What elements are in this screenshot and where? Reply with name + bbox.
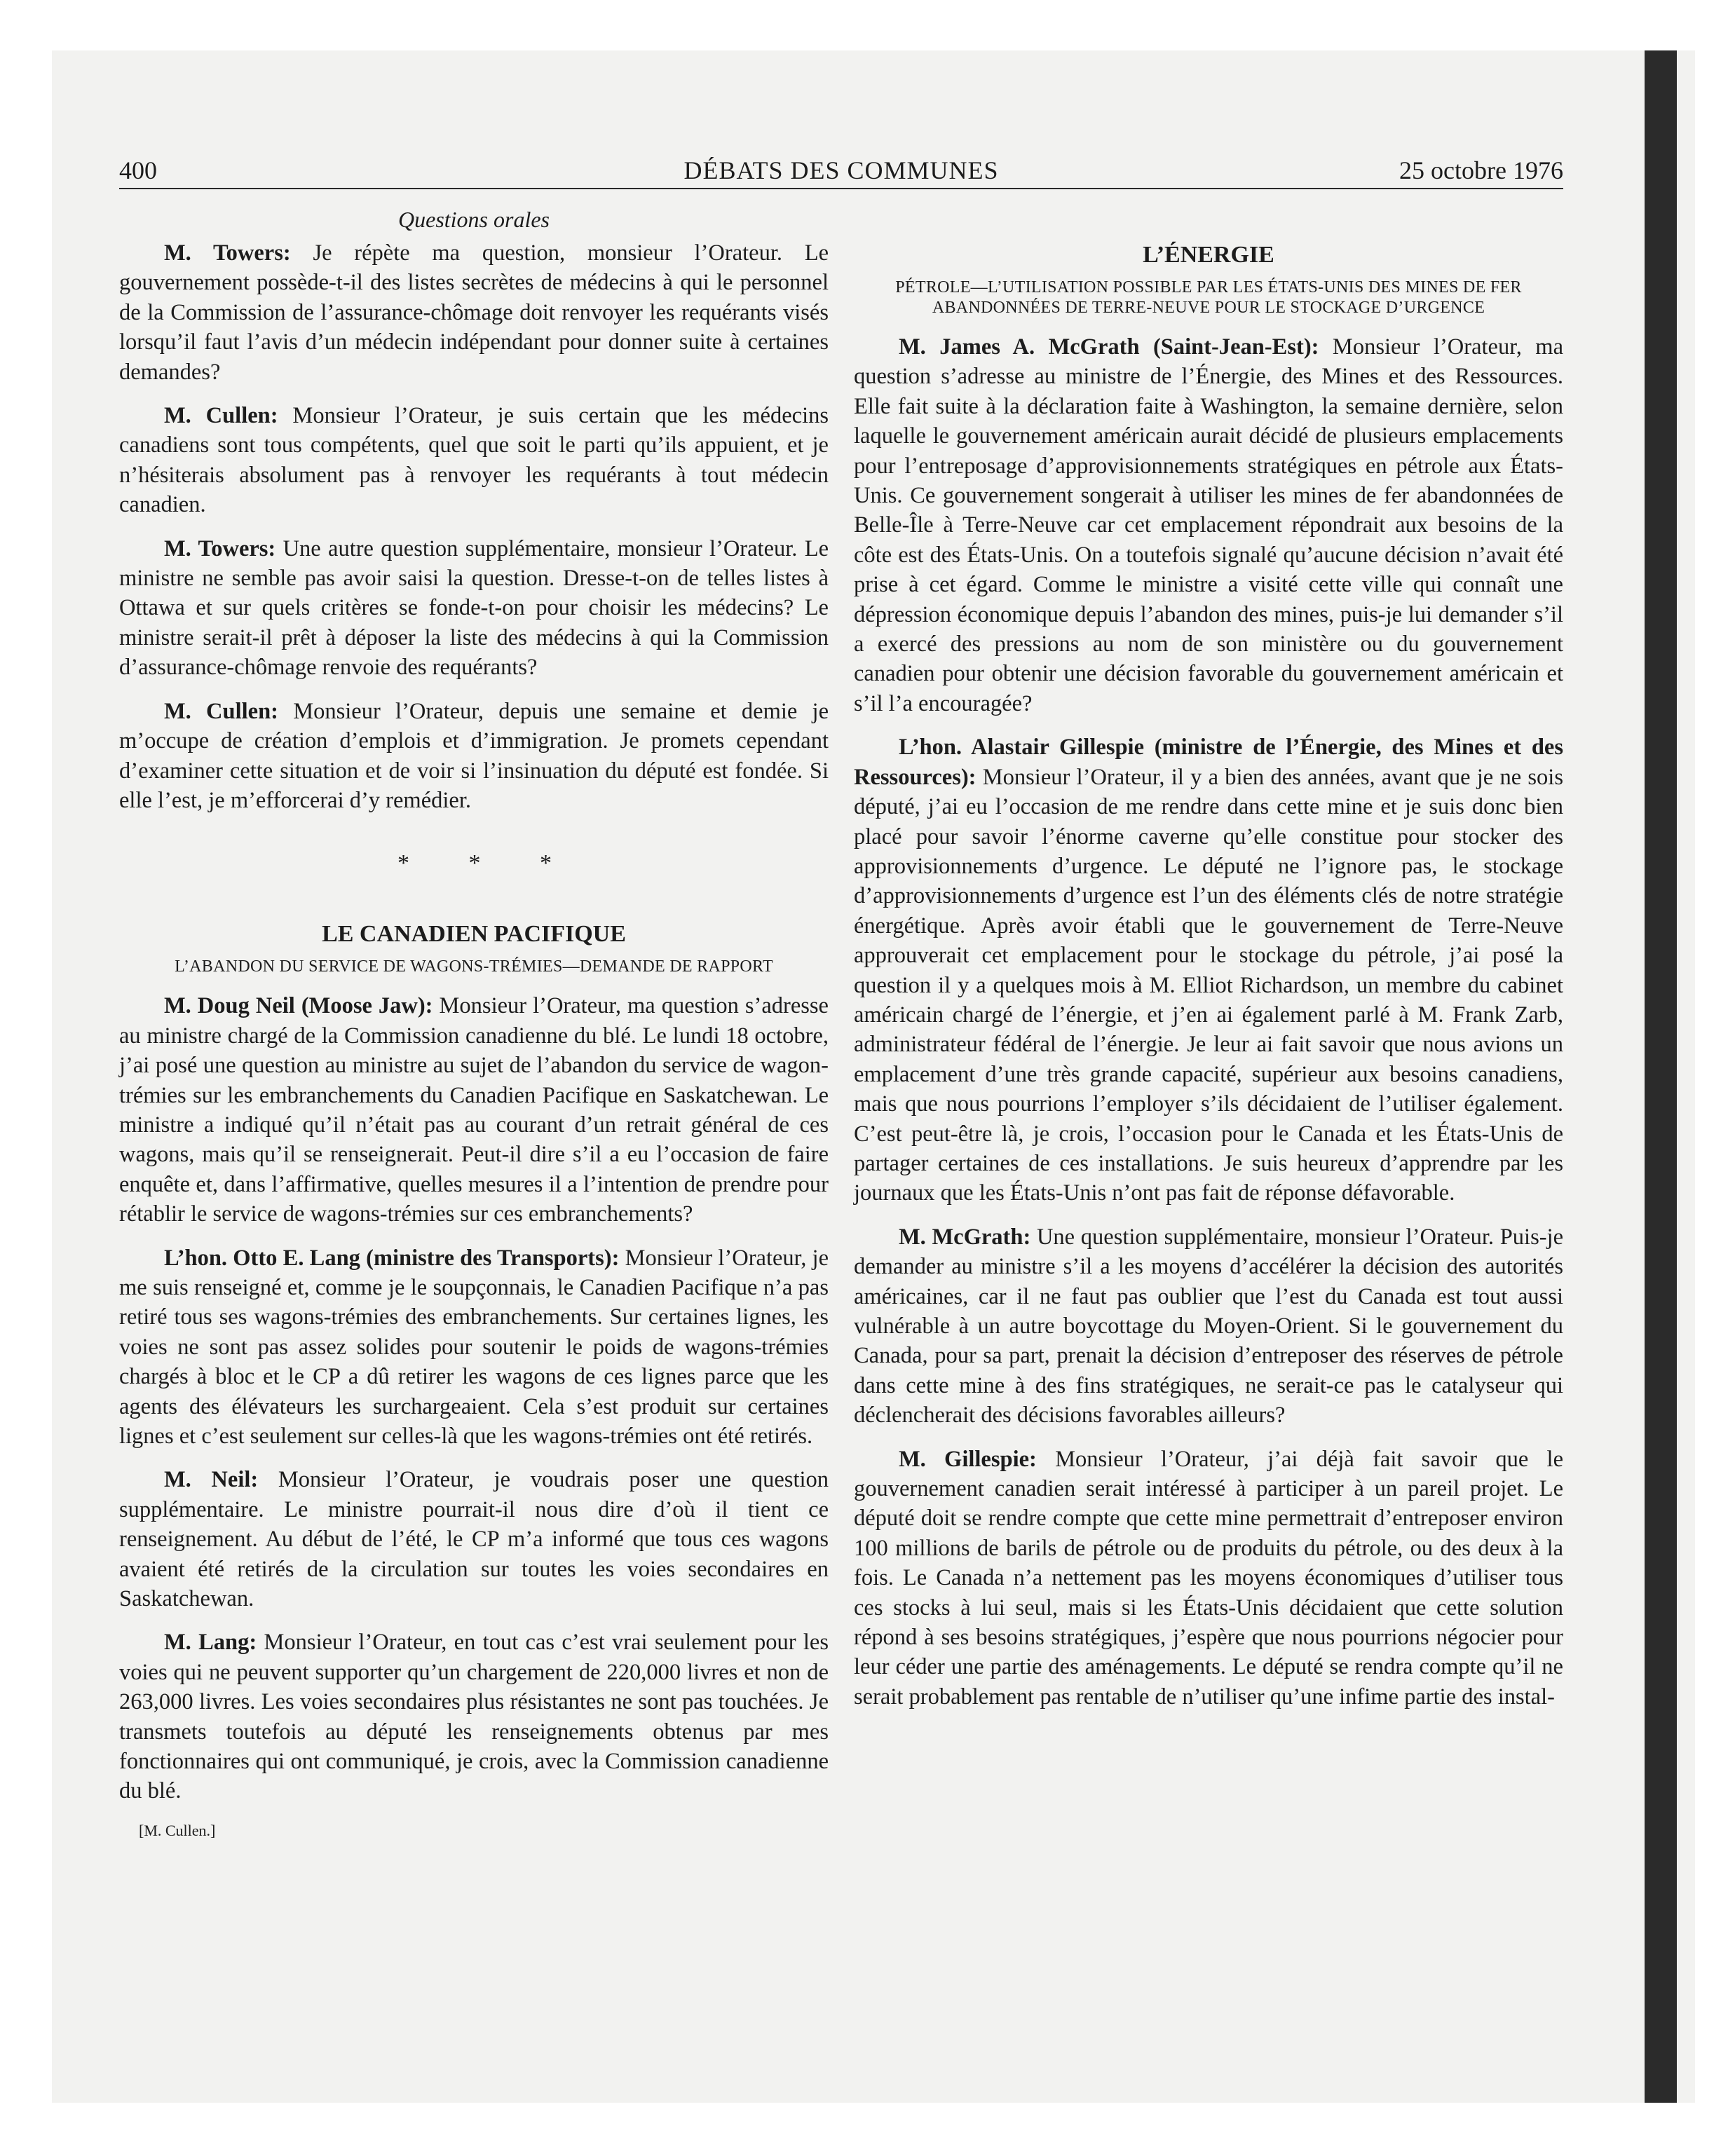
running-header	[119, 153, 1563, 189]
paragraph-text: Une autre question supplémentaire, monsieur l’Orateur. Le ministre ne semble pas avoir saisi la question. Dresse-t-on de telles listes à Ottawa et sur quels critères se fonde-t-on pour choisir les médecins? Le ministre serait-il prêt à déposer la liste des médecins à qui la Commission d’assurance-chômage renvoie des requérants?	[119, 535, 829, 681]
speaker-name: M. Doug Neil (Moose Jaw):	[164, 993, 433, 1019]
publication-title: DÉBATS DES COMMUNES	[683, 156, 999, 184]
paragraph	[119, 401, 829, 520]
speaker-name: M. Lang:	[164, 1630, 257, 1656]
paragraph-text: Je répète ma question, monsieur l’Orateur. Le gouvernement possède-t-il des listes secrètes de médecins à qui le personnel de la Commission de l’assurance-chômage doit renvoyer les requérants visés lorsqu’il faut l’avis d’un médecin indépendant pour donner suite à certaines demandes?	[119, 240, 829, 385]
left-column	[119, 203, 829, 1841]
speaker-name: M. James A. McGrath (Saint-Jean-Est):	[899, 334, 1319, 360]
paragraph	[119, 534, 829, 683]
publication-date: 25 octobre 1976	[1399, 156, 1563, 184]
speaker-name: M. Towers:	[164, 535, 276, 561]
paragraph-text: Monsieur l’Orateur, depuis une semaine et demie je m’occupe de création d’emplois et d’immigration. Je promets cependant d’examiner cette situation et de voir si l’insinuation du député est fondée. Si elle l’est, je m’efforcerai d’y remédier.	[119, 698, 829, 813]
speaker-name: M. Cullen:	[164, 403, 278, 429]
paragraph	[854, 1445, 1563, 1712]
speaker-name: M. McGrath:	[899, 1224, 1031, 1250]
speaker-name: M. Cullen:	[164, 698, 278, 724]
speaker-name: L’hon. Otto E. Lang (ministre des Transports):	[164, 1245, 620, 1271]
section-subheading: L’ABANDON DU SERVICE DE WAGONS-TRÉMIES—DEMANDE DE RAPPORT	[175, 957, 773, 976]
section-label: Questions orales	[398, 207, 550, 232]
paragraph	[854, 1222, 1563, 1431]
paragraph	[119, 1243, 829, 1452]
paragraph-text: Monsieur l’Orateur, ma question s’adresse au ministre chargé de la Commission canadienne du blé. Le lundi 18 octobre, j’ai posé une question au ministre au sujet de l’abandon du service de wagon-trémies sur les embranchements du Canadien Pacifique en Saskatchewan. Le ministre a indiqué qu’il n’était pas au courant d’un retrait général de ces wagons, mais qu’il se renseignerait. Peut-il dire s’il a eu l’occasion de faire enquête et, dans l’affirmative, quelles mesures il a l’intention de prendre pour rétablir le service de wagons-trémies sur ces embranchements?	[119, 993, 829, 1227]
speaker-name: M. Gillespie:	[899, 1446, 1037, 1472]
section-subheading: PÉTROLE—L’UTILISATION POSSIBLE PAR LES ÉTATS-UNIS DES MINES DE FER ABANDONNÉES DE TERRE-NEUVE POUR LE STOCKAGE D’URGENCE	[895, 278, 1522, 317]
paragraph	[854, 332, 1563, 718]
scan-edge-shadow	[1645, 50, 1677, 2103]
paragraph	[119, 1465, 829, 1613]
page-number: 400	[119, 156, 157, 184]
right-column	[854, 203, 1563, 1726]
paragraph-text: Monsieur l’Orateur, je suis certain que les médecins canadiens sont tous compétents, quel que soit le parti qu’ils appuient, et je n’hésiterais absolument pas à renvoyer les requérants à tout médecin canadien.	[119, 403, 829, 518]
paragraph-text: Monsieur l’Orateur, je me suis renseigné et, comme je le soupçonnais, le Canadien Pacifique n’a pas retiré tous ses wagons-trémies des embranchements. Sur certaines lignes, les voies ne sont pas assez solides pour soutenir le poids de wagons-trémies chargés à bloc et le CP a dû retirer les wagons de ces lignes parce que les agents des élévateurs les surchargeaient. Cela s’est produit sur certaines lignes et c’est seulement sur celles-là que les wagons-trémies ont été retirés.	[119, 1245, 829, 1449]
paragraph	[119, 238, 829, 387]
paragraph	[119, 1628, 829, 1806]
paragraph	[854, 732, 1563, 1208]
paragraph-text: Une question supplémentaire, monsieur l’Orateur. Puis-je demander au ministre s’il a les moyens d’accélérer la décision des autorités américaines, car il ne faut pas oublier que l’est du Canada est tout aussi vulnérable à un autre boycottage du Moyen-Orient. Si le gouvernement du Canada, pour sa part, prenait la décision d’entreposer des réserves de pétrole dans cette mine à des fins stratégiques, ne serait-ce pas le catalyseur qui déclencherait des décisions favorables ailleurs?	[854, 1224, 1563, 1428]
speaker-name: M. Towers:	[164, 240, 291, 266]
section-heading: L’ÉNERGIE	[1143, 242, 1274, 268]
paragraph-text: Monsieur l’Orateur, je voudrais poser une question supplémentaire. Le ministre pourrait-il nous dire d’où il tient ce renseignement. Au début de l’été, le CP m’a informé que tous ces wagons avaient été retirés de la circulation sur toutes les voies secondaires en Saskatchewan.	[119, 1467, 829, 1612]
paragraph-text: Monsieur l’Orateur, j’ai déjà fait savoir que le gouvernement canadien serait intéressé à participer à un pareil projet. Le député doit se rendre compte que cette mine permettrait d’entreposer environ 100 millions de barils de pétrole ou de produits du pétrole, ou des deux à la fois. Le Canada n’a nettement pas les moyens économiques d’utiliser tous ces stocks à lui seul, mais si les États-Unis décidaient que cette solution répond à ses besoins stratégiques, j’espère que nous pourrions négocier pour leur céder une partie des aménagements. Le député se rendra compte qu’il ne serait probablement pas rentable de n’utiliser qu’une infime partie des instal-	[854, 1446, 1563, 1710]
paragraph-text: Monsieur l’Orateur, il y a bien des années, avant que je ne sois député, j’ai eu l’occasion de me rendre dans cette mine et je suis donc bien placé pour savoir l’énorme caverne qu’elle constitue pour stocker des approvisionnements d’urgence. Le député ne l’ignore pas, le stockage d’approvisionnements d’urgence est l’un des éléments clés de notre stratégie énergétique. Après avoir établi que le gouvernement de Terre-Neuve approuverait cet emplacement pour le stockage du pétrole, j’ai posé la question il y a quelques mois à M. Elliot Richardson, un membre du cabinet américain chargé de l’énergie, et j’en ai également parlé à M. Frank Zarb, administrateur fédéral de l’énergie. Je leur ai fait savoir que nous avions un emplacement d’une très grande capacité, supérieur aux besoins canadiens, mais que nous pourrions l’employer s’ils décidaient de l’utiliser également. C’est peut-être là, je crois, l’occasion pour le Canada et les États-Unis de partager certaines de ces installations. Je suis heureux d’apprendre par les journaux que les États-Unis n’ont pas fait de réponse défavorable.	[854, 764, 1563, 1206]
section-heading: LE CANADIEN PACIFIQUE	[322, 921, 626, 948]
footnote: [M. Cullen.]	[139, 1821, 216, 1839]
paragraph	[119, 991, 829, 1229]
paragraph-text: Monsieur l’Orateur, en tout cas c’est vrai seulement pour les voies qui ne peuvent supporter qu’un chargement de 220,000 livres et non de 263,000 livres. Les voies secondaires plus résistantes ne sont pas touchées. Je transmets toutefois au député les renseignements obtenus par mes fonctionnaires qui ont communiqué, je crois, avec la Commission canadienne du blé.	[119, 1630, 829, 1804]
section-separator: * * *	[397, 850, 578, 877]
speaker-name: M. Neil:	[164, 1467, 259, 1493]
paragraph	[119, 697, 829, 816]
paragraph-text: Monsieur l’Orateur, ma question s’adresse au ministre de l’Énergie, des Mines et des Ressources. Elle fait suite à la déclaration faite à Washington, la semaine dernière, selon laquelle le gouvernement américain aurait décidé de plusieurs emplacements pour l’entreposage d’approvisionnements stratégiques en pétrole aux États-Unis. Ce gouvernement songerait à utiliser les mines de fer abandonnées de Belle-Île à Terre-Neuve car cet emplacement répondrait aux besoins de la côte est des États-Unis. On a toutefois signalé qu’aucune décision n’avait été prise à cet égard. Comme le ministre a visité cette ville qui connaît une dépression économique depuis l’abandon des mines, puis-je lui demander s’il a exercé des pressions au nom de son ministère ou du gouvernement canadien pour obtenir une décision favorable du gouvernement américain et s’il l’a encouragée?	[854, 334, 1564, 716]
speaker-name: L’hon. Alastair Gillespie (ministre de l’Énergie, des Mines et des Ressources):	[854, 735, 1563, 790]
